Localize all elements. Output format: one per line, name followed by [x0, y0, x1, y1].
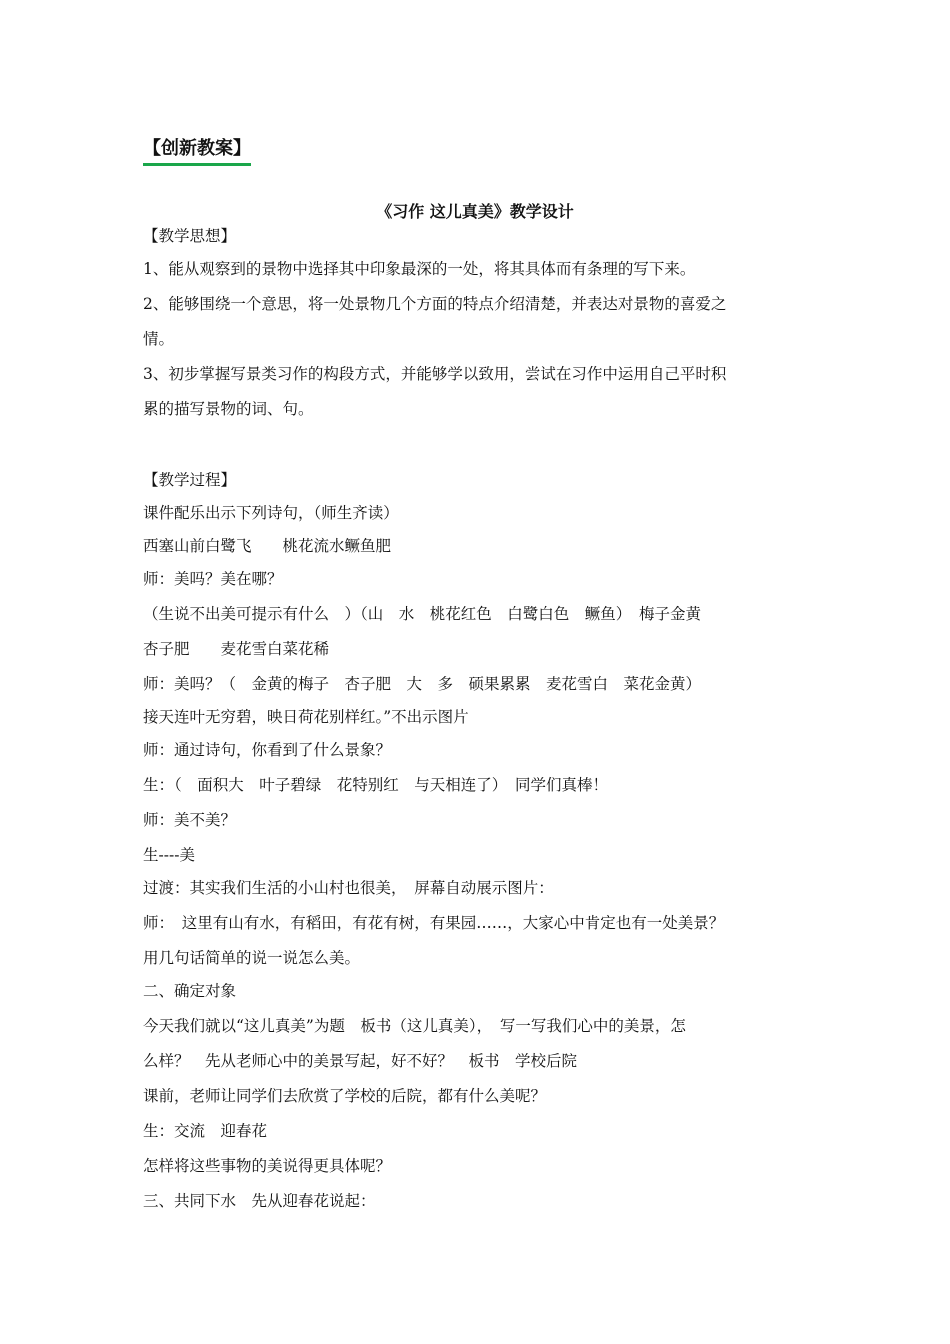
process-line: 杏子肥 麦花雪白菜花稀: [143, 640, 330, 658]
process-line: 用几句话简单的说一说怎么美。: [143, 949, 361, 967]
process-line: 西塞山前白鹭飞 桃花流水鳜鱼肥: [143, 537, 392, 555]
thought-item: 2、能够围绕一个意思，将一处景物几个方面的特点介绍清楚，并表达对景物的喜爱之: [143, 295, 727, 313]
process-line: 师： 这里有山有水，有稻田，有花有树，有果园……，大家心中肯定也有一处美景？: [143, 914, 725, 932]
thought-item: 1、能从观察到的景物中选择其中印象最深的一处，将其具体而有条理的写下来。: [143, 260, 696, 278]
process-line: 怎样将这些事物的美说得更具体呢？: [143, 1157, 392, 1175]
thought-item: 累的描写景物的词、句。: [143, 400, 314, 418]
process-line: 师：美吗？美在哪？: [143, 570, 283, 588]
process-line: 生：（ 面积大 叶子碧绿 花特别红 与天相连了） 同学们真棒！: [143, 776, 609, 794]
document-title: 《习作 这儿真美》教学设计: [376, 202, 574, 221]
process-line: 生：交流 迎春花: [143, 1122, 268, 1140]
process-line: 师：通过诗句，你看到了什么景象？: [143, 741, 392, 759]
header-tag: 【创新教案】: [143, 137, 251, 166]
thought-item: 3、初步掌握写景类习作的构段方式，并能够学以致用，尝试在习作中运用自己平时积: [143, 365, 727, 383]
process-line: 课件配乐出示下列诗句，（师生齐读）: [143, 504, 399, 522]
process-line: 课前，老师让同学们去欣赏了学校的后院，都有什么美呢？: [143, 1087, 547, 1105]
process-line: 师：美吗？（ 金黄的梅子 杏子肥 大 多 硕果累累 麦花雪白 菜花金黄）: [143, 675, 702, 693]
section-heading-process: 【教学过程】: [143, 471, 237, 489]
process-line: 接天连叶无穷碧，映日荷花别样红。”不出示图片: [143, 708, 469, 726]
section-heading-thought: 【教学思想】: [143, 227, 237, 245]
process-line: 生----美: [143, 846, 195, 864]
process-line: 么样？ 先从老师心中的美景写起，好不好？ 板书 学校后院: [143, 1052, 578, 1070]
document-body: [143, 224, 833, 1214]
process-line: 今天我们就以“这儿真美”为题 板书（这儿真美）， 写一写我们心中的美景，怎: [143, 1017, 686, 1035]
process-line: 过渡：其实我们生活的小山村也很美， 屏幕自动展示图片：: [143, 879, 554, 897]
process-line: 师：美不美？: [143, 811, 237, 829]
thought-item: 情。: [143, 330, 175, 348]
process-line: （生说不出美可提示有什么 ）（山 水 桃花红色 白鹭白色 鳜鱼） 梅子金黄: [143, 605, 702, 623]
process-line: 二、确定对象: [143, 982, 237, 1000]
process-line: 三、共同下水 先从迎春花说起：: [143, 1192, 376, 1210]
